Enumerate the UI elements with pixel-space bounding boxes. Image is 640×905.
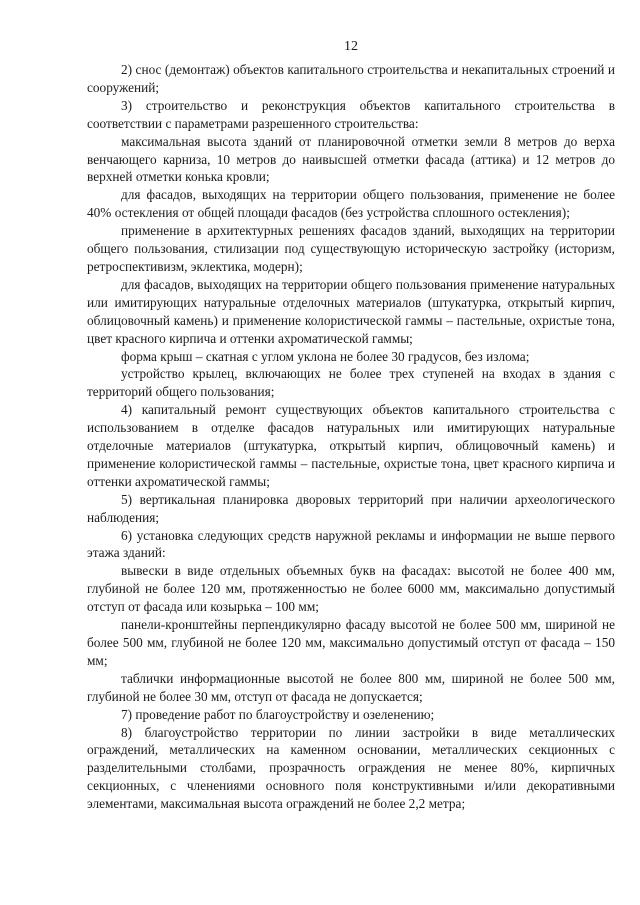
- paragraph: форма крыш – скатная с углом уклона не более 30 градусов, без излома;: [121, 348, 530, 364]
- paragraph: 7) проведение работ по благоустройству и озеленению;: [121, 706, 435, 722]
- paragraph: применение в архитектурных решениях фасадов зданий, выходящих на территории общего пользования, стилизации под существующую историческую застройку (историзм, ретроспективизм, эклектика, модерн);: [87, 223, 615, 274]
- paragraph: максимальная высота зданий от планировочной отметки земли 8 метров до верха венчающего карниза, 10 метров до наивысшей отметки фасада (аттика) и 12 метров до верхней отметки конька кровли;: [87, 133, 615, 185]
- paragraph: 2) снос (демонтаж) объектов капитального строительства и некапитальных строений и сооружений;: [87, 62, 615, 95]
- paragraph: для фасадов, выходящих на территории общего пользования, применение не более 40% остекления от общей площади фасадов (без устройства сплошного остекления);: [87, 187, 615, 221]
- paragraph: 5) вертикальная планировка дворовых территорий при наличии археологического наблюдения;: [87, 491, 615, 525]
- paragraph: 8) благоустройство территории по линии застройки в виде металлических ограждений, металлических на каменном основании, металлических секционных с разделительными столбами, прозрачность ограждения не менее 80%, кирпичных секционных, с членениями основного поля конструктивными и/или декоративными элементами, максимальная высота ограждений не более 2,2 метра;: [87, 724, 615, 812]
- document-page: [87, 38, 615, 813]
- page-number: 12: [344, 39, 358, 54]
- paragraph: 3) строительство и реконструкция объектов капитального строительства в соответствии с параметрами разрешенного строительства:: [87, 97, 615, 131]
- paragraph: для фасадов, выходящих на территории общего пользования применение натуральных или имитирующих натуральные отделочных материалов (штукатурка, открытый кирпич, облицовочный камень) и применение колористической гаммы – пастельные, охристые тона, цвет красного кирпича и оттенки ахроматической гаммы;: [87, 276, 615, 346]
- paragraph: устройство крылец, включающих не более трех ступеней на входах в здания с территорий общего пользования;: [87, 366, 615, 400]
- document-body: [87, 61, 615, 813]
- paragraph: панели-кронштейны перпендикулярно фасаду высотой не более 500 мм, шириной не более 500 мм, глубиной не более 120 мм, максимально допустимый отступ от фасада – 150 мм;: [87, 617, 615, 668]
- paragraph: таблички информационные высотой не более 800 мм, шириной не более 500 мм, глубиной не более 30 мм, отступ от фасада не допускается;: [87, 670, 615, 704]
- paragraph: 6) установка следующих средств наружной рекламы и информации не выше первого этажа зданий:: [87, 527, 615, 561]
- paragraph: 4) капитальный ремонт существующих объектов капитального строительства с использованием в отделке фасадов натуральных или имитирующих натуральные отделочные материалов (штукатурка, открытый кирпич, облицовочный камень) и применение колористической гаммы – пастельные, охристые тона, цвет красного кирпича и оттенки ахроматической гаммы;: [87, 402, 615, 489]
- paragraph: вывески в виде отдельных объемных букв на фасадах: высотой не более 400 мм, глубиной не более 120 мм, протяженностью не более 6000 мм, максимально допустимый отступ от фасада или козырька – 100 мм;: [87, 563, 615, 615]
